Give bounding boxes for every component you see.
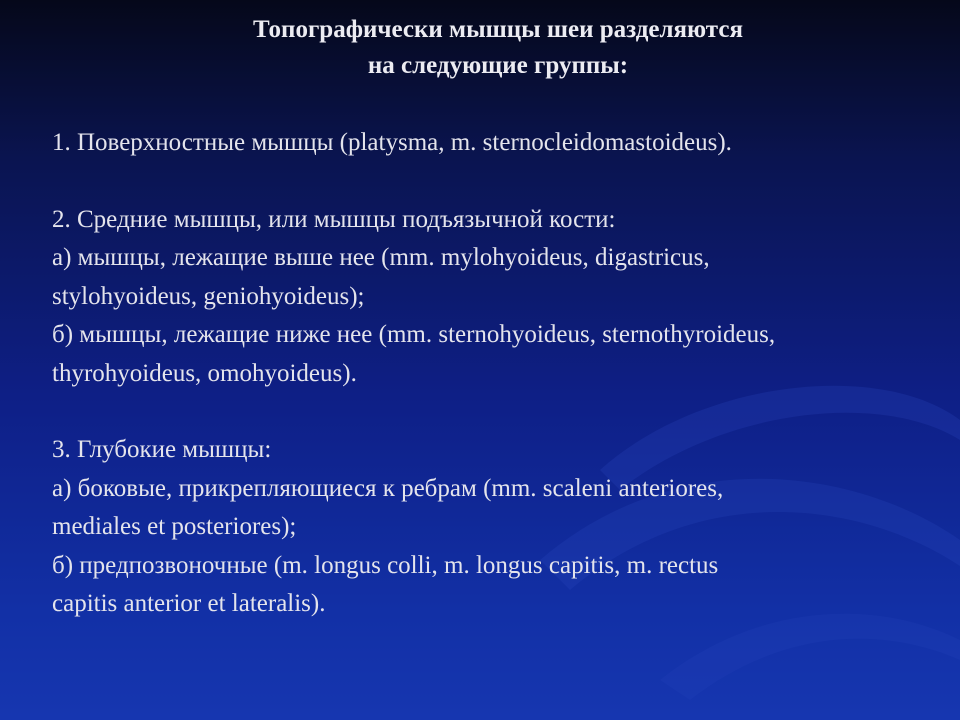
section-superficial-muscles [52,124,952,163]
slide-body [52,124,952,624]
section-2-line-1: 2. Средние мышцы, или мышцы подъязычной кости: [52,205,616,233]
section-deep-muscles [52,431,952,624]
section-3-line-4: б) предпозвоночные (m. longus colli, m. longus capitis, m. rectus [52,551,719,579]
section-2-line-4: б) мышцы, лежащие ниже нее (mm. sternohyoideus, sternothyroideus, [52,321,776,348]
section-middle-muscles [52,201,952,394]
section-2-line-2: а) мышцы, лежащие выше нее (mm. mylohyoideus, digastricus, [52,244,710,271]
section-spacer [52,393,952,431]
section-3-line-1: 3. Глубокие мышцы: [52,436,272,463]
section-3-line-2: а) боковые, прикрепляющиеся к ребрам (mm. scaleni anteriores, [52,474,724,502]
section-spacer [52,163,952,201]
section-3-line-5: capitis anterior et lateralis). [52,590,326,617]
section-2-line-5: thyrohyoideus, omohyoideus). [52,359,357,387]
section-3-line-3: mediales et posteriores); [52,513,297,540]
slide-title [0,12,960,84]
slide-title-line-1: Топографически мышцы шеи разделяются [252,16,744,43]
slide-title-line-2: на следующие группы: [367,52,629,79]
section-1-line-1: 1. Поверхностные мышцы (platysma, m. sternocleidomastoideus). [52,129,732,156]
section-2-line-3: stylohyoideus, geniohyoideus); [52,282,365,310]
